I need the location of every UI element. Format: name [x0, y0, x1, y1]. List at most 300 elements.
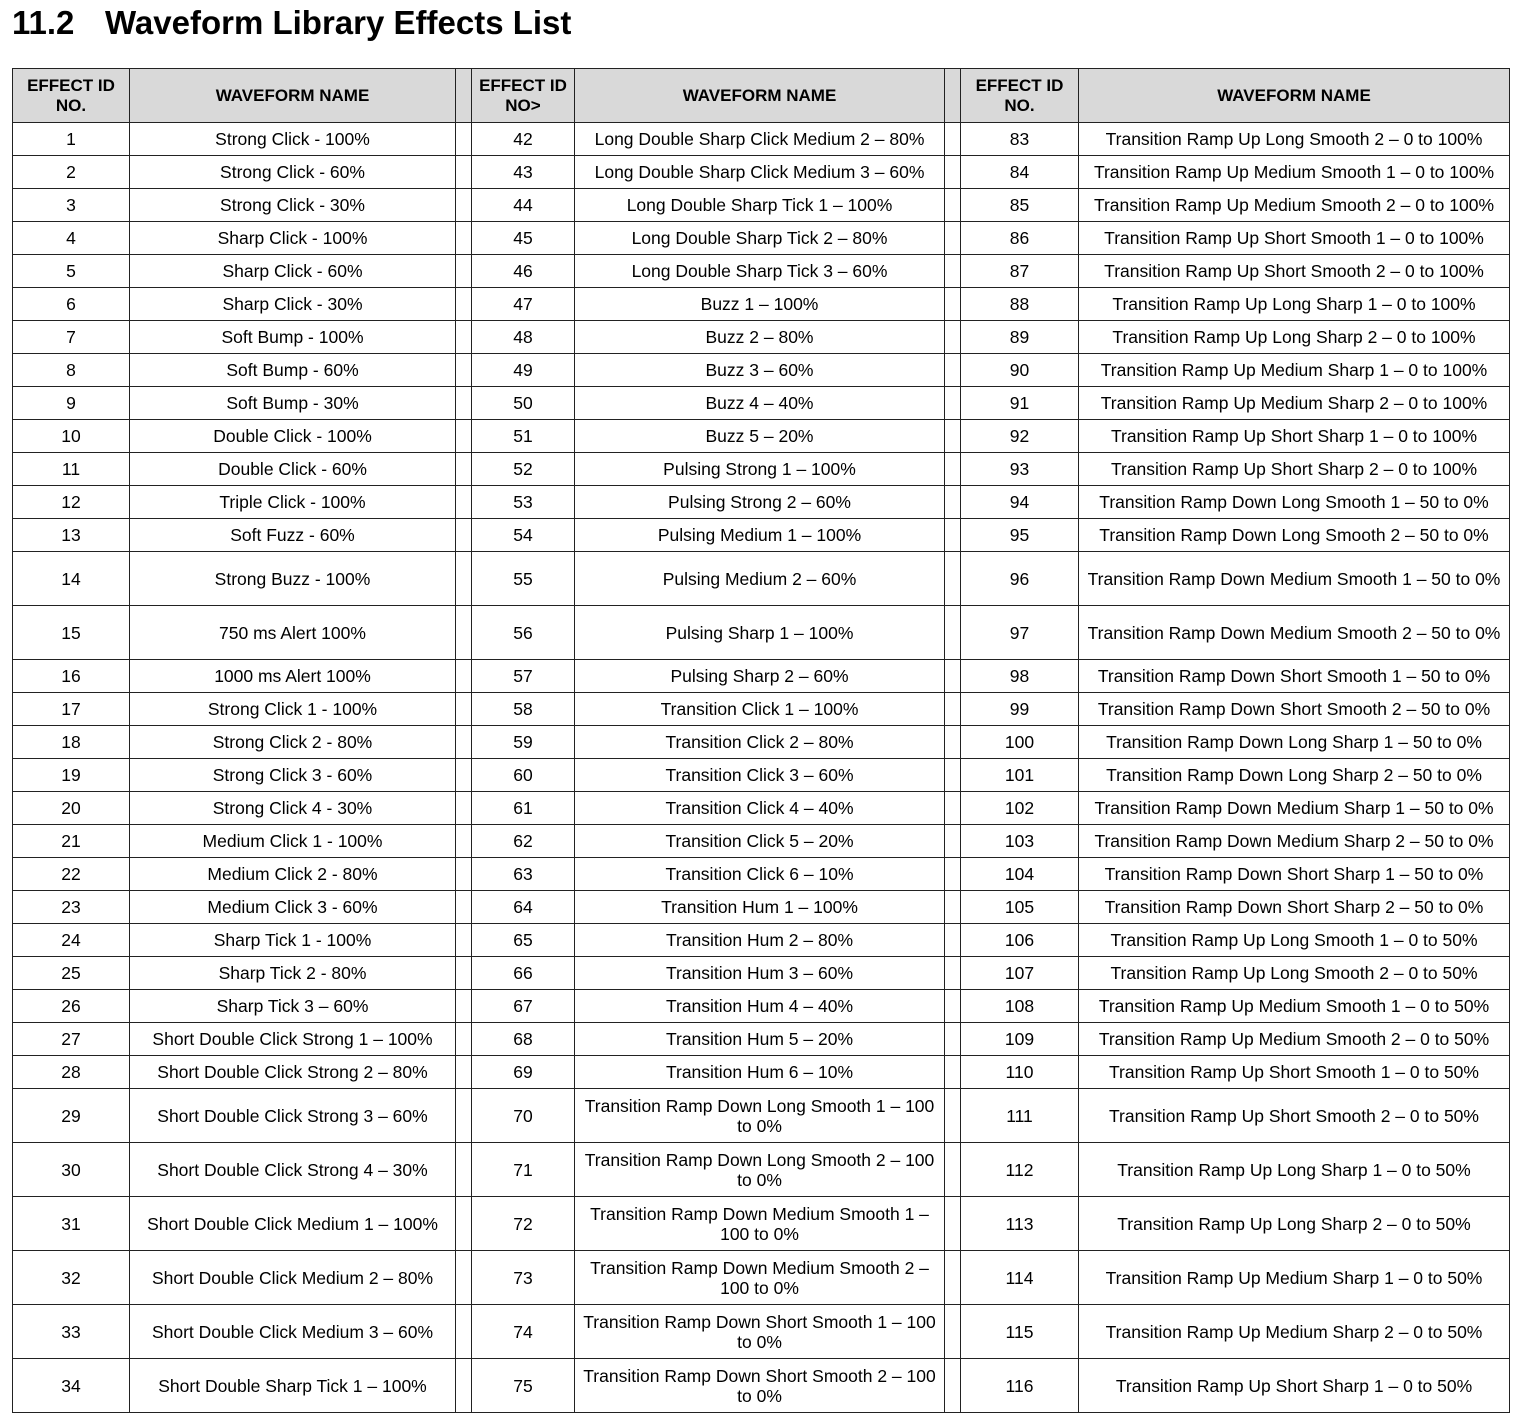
waveform-name-cell: Long Double Sharp Tick 3 – 60% [575, 255, 945, 288]
table-row [13, 420, 1510, 453]
table-row [13, 1023, 1510, 1056]
column-spacer [456, 222, 472, 255]
effect-id-cell: 112 [961, 1143, 1079, 1197]
effect-id-cell: 106 [961, 924, 1079, 957]
waveform-name-cell: Medium Click 2 - 80% [130, 858, 456, 891]
effect-id-cell: 111 [961, 1089, 1079, 1143]
waveform-name-cell: Transition Ramp Down Long Sharp 1 – 50 to 0% [1079, 726, 1510, 759]
effect-id-cell: 51 [472, 420, 575, 453]
effect-id-cell: 16 [13, 660, 130, 693]
waveform-effects-table [12, 68, 1510, 1413]
waveform-name-cell: Transition Ramp Up Medium Smooth 1 – 0 to 50% [1079, 990, 1510, 1023]
effect-id-cell: 8 [13, 354, 130, 387]
table-row [13, 858, 1510, 891]
waveform-name-cell: Transition Ramp Down Long Smooth 2 – 50 to 0% [1079, 519, 1510, 552]
waveform-name-cell: Short Double Click Strong 1 – 100% [130, 1023, 456, 1056]
table-row [13, 486, 1510, 519]
effect-id-cell: 62 [472, 825, 575, 858]
table-row [13, 660, 1510, 693]
waveform-name-cell: Triple Click - 100% [130, 486, 456, 519]
waveform-name-cell: Pulsing Sharp 1 – 100% [575, 606, 945, 660]
waveform-name-cell: Transition Ramp Up Short Smooth 1 – 0 to 50% [1079, 1056, 1510, 1089]
waveform-name-cell: Transition Ramp Up Long Sharp 2 – 0 to 50% [1079, 1197, 1510, 1251]
waveform-name-cell: Short Double Click Strong 3 – 60% [130, 1089, 456, 1143]
effect-id-cell: 73 [472, 1251, 575, 1305]
section-number: 11.2 [12, 4, 75, 41]
effect-id-cell: 48 [472, 321, 575, 354]
column-spacer [456, 486, 472, 519]
column-spacer [456, 552, 472, 606]
column-spacer [456, 891, 472, 924]
column-spacer [945, 321, 961, 354]
effect-id-cell: 25 [13, 957, 130, 990]
header-effect-id-3: EFFECT ID NO. [961, 69, 1079, 123]
column-spacer [945, 825, 961, 858]
section-heading [12, 2, 571, 44]
effect-id-cell: 113 [961, 1197, 1079, 1251]
effect-id-cell: 72 [472, 1197, 575, 1251]
waveform-name-cell: Transition Ramp Down Long Smooth 2 – 100 to 0% [575, 1143, 945, 1197]
effect-id-cell: 31 [13, 1197, 130, 1251]
waveform-name-cell: Strong Click - 100% [130, 123, 456, 156]
column-spacer [945, 387, 961, 420]
column-spacer [456, 1056, 472, 1089]
waveform-name-cell: Transition Ramp Up Medium Smooth 2 – 0 to 50% [1079, 1023, 1510, 1056]
column-spacer [945, 924, 961, 957]
column-spacer [945, 957, 961, 990]
column-spacer [945, 1197, 961, 1251]
waveform-name-cell: Buzz 3 – 60% [575, 354, 945, 387]
waveform-name-cell: Long Double Sharp Tick 1 – 100% [575, 189, 945, 222]
column-spacer [945, 1056, 961, 1089]
column-spacer [945, 1089, 961, 1143]
effect-id-cell: 7 [13, 321, 130, 354]
table-row [13, 255, 1510, 288]
waveform-name-cell: Pulsing Strong 2 – 60% [575, 486, 945, 519]
waveform-name-cell: Buzz 2 – 80% [575, 321, 945, 354]
waveform-name-cell: Transition Ramp Down Short Smooth 2 – 100 to 0% [575, 1359, 945, 1413]
column-spacer [945, 189, 961, 222]
waveform-name-cell: Transition Ramp Down Short Sharp 2 – 50 to 0% [1079, 891, 1510, 924]
column-spacer [945, 1023, 961, 1056]
table-row [13, 1056, 1510, 1089]
waveform-name-cell: Transition Ramp Up Short Smooth 2 – 0 to 100% [1079, 255, 1510, 288]
waveform-name-cell: Strong Click - 60% [130, 156, 456, 189]
column-spacer [456, 156, 472, 189]
waveform-name-cell: Transition Hum 1 – 100% [575, 891, 945, 924]
column-spacer [945, 858, 961, 891]
column-spacer [456, 255, 472, 288]
column-spacer [456, 420, 472, 453]
effect-id-cell: 89 [961, 321, 1079, 354]
table-body [13, 123, 1510, 1413]
effect-id-cell: 14 [13, 552, 130, 606]
waveform-name-cell: Sharp Tick 2 - 80% [130, 957, 456, 990]
column-spacer [945, 519, 961, 552]
effect-id-cell: 98 [961, 660, 1079, 693]
waveform-name-cell: Short Double Click Strong 4 – 30% [130, 1143, 456, 1197]
waveform-name-cell: Transition Hum 5 – 20% [575, 1023, 945, 1056]
waveform-name-cell: Transition Hum 2 – 80% [575, 924, 945, 957]
column-spacer [456, 759, 472, 792]
effect-id-cell: 97 [961, 606, 1079, 660]
column-spacer [456, 957, 472, 990]
effect-id-cell: 18 [13, 726, 130, 759]
effect-id-cell: 29 [13, 1089, 130, 1143]
table-header-row [13, 69, 1510, 123]
effect-id-cell: 105 [961, 891, 1079, 924]
waveform-name-cell: Transition Ramp Up Short Smooth 2 – 0 to 50% [1079, 1089, 1510, 1143]
effect-id-cell: 42 [472, 123, 575, 156]
table-row [13, 1359, 1510, 1413]
waveform-name-cell: Transition Ramp Down Medium Sharp 1 – 50 to 0% [1079, 792, 1510, 825]
effect-id-cell: 33 [13, 1305, 130, 1359]
column-spacer [456, 792, 472, 825]
header-waveform-name-1: WAVEFORM NAME [130, 69, 456, 123]
effect-id-cell: 95 [961, 519, 1079, 552]
effect-id-cell: 50 [472, 387, 575, 420]
waveform-name-cell: Transition Ramp Up Short Sharp 2 – 0 to 100% [1079, 453, 1510, 486]
effect-id-cell: 65 [472, 924, 575, 957]
effect-id-cell: 96 [961, 552, 1079, 606]
waveform-name-cell: Transition Ramp Up Medium Sharp 2 – 0 to 50% [1079, 1305, 1510, 1359]
table-row [13, 354, 1510, 387]
table-row [13, 726, 1510, 759]
waveform-name-cell: Transition Ramp Up Medium Sharp 1 – 0 to 50% [1079, 1251, 1510, 1305]
waveform-name-cell: Strong Click 3 - 60% [130, 759, 456, 792]
effect-id-cell: 47 [472, 288, 575, 321]
effect-id-cell: 90 [961, 354, 1079, 387]
effect-id-cell: 109 [961, 1023, 1079, 1056]
column-spacer [945, 222, 961, 255]
waveform-name-cell: Transition Ramp Down Long Smooth 1 – 100 to 0% [575, 1089, 945, 1143]
table-row [13, 825, 1510, 858]
effect-id-cell: 15 [13, 606, 130, 660]
effect-id-cell: 54 [472, 519, 575, 552]
column-spacer [456, 519, 472, 552]
waveform-name-cell: Transition Ramp Up Short Sharp 1 – 0 to 50% [1079, 1359, 1510, 1413]
column-spacer [456, 606, 472, 660]
column-spacer [456, 1305, 472, 1359]
column-spacer [945, 792, 961, 825]
table-row [13, 387, 1510, 420]
column-spacer [456, 288, 472, 321]
table-row [13, 693, 1510, 726]
column-spacer [945, 420, 961, 453]
effect-id-cell: 71 [472, 1143, 575, 1197]
effect-id-cell: 12 [13, 486, 130, 519]
effect-id-cell: 110 [961, 1056, 1079, 1089]
waveform-name-cell: Pulsing Medium 1 – 100% [575, 519, 945, 552]
waveform-name-cell: Long Double Sharp Tick 2 – 80% [575, 222, 945, 255]
waveform-name-cell: Transition Ramp Up Long Smooth 1 – 0 to 50% [1079, 924, 1510, 957]
table-row [13, 1089, 1510, 1143]
waveform-name-cell: Double Click - 60% [130, 453, 456, 486]
waveform-name-cell: Transition Click 3 – 60% [575, 759, 945, 792]
waveform-name-cell: Strong Buzz - 100% [130, 552, 456, 606]
effect-id-cell: 26 [13, 990, 130, 1023]
waveform-name-cell: 1000 ms Alert 100% [130, 660, 456, 693]
effect-id-cell: 104 [961, 858, 1079, 891]
waveform-name-cell: Transition Ramp Down Short Smooth 2 – 50 to 0% [1079, 693, 1510, 726]
waveform-name-cell: Transition Ramp Down Medium Sharp 2 – 50 to 0% [1079, 825, 1510, 858]
effect-id-cell: 74 [472, 1305, 575, 1359]
header-waveform-name-3: WAVEFORM NAME [1079, 69, 1510, 123]
column-spacer [456, 726, 472, 759]
waveform-name-cell: Sharp Click - 100% [130, 222, 456, 255]
effect-id-cell: 63 [472, 858, 575, 891]
waveform-name-cell: Transition Ramp Up Short Sharp 1 – 0 to 100% [1079, 420, 1510, 453]
effect-id-cell: 107 [961, 957, 1079, 990]
effect-id-cell: 1 [13, 123, 130, 156]
column-spacer [945, 1359, 961, 1413]
column-spacer [456, 1089, 472, 1143]
column-spacer [456, 189, 472, 222]
column-spacer [456, 825, 472, 858]
table-row [13, 759, 1510, 792]
waveform-name-cell: Strong Click 4 - 30% [130, 792, 456, 825]
waveform-name-cell: Sharp Click - 30% [130, 288, 456, 321]
waveform-name-cell: Transition Click 5 – 20% [575, 825, 945, 858]
waveform-name-cell: Soft Fuzz - 60% [130, 519, 456, 552]
waveform-name-cell: Medium Click 3 - 60% [130, 891, 456, 924]
effect-id-cell: 27 [13, 1023, 130, 1056]
effect-id-cell: 5 [13, 255, 130, 288]
waveform-name-cell: Transition Hum 4 – 40% [575, 990, 945, 1023]
effect-id-cell: 115 [961, 1305, 1079, 1359]
column-spacer [456, 69, 472, 123]
effect-id-cell: 61 [472, 792, 575, 825]
effect-id-cell: 6 [13, 288, 130, 321]
table-row [13, 957, 1510, 990]
effect-id-cell: 87 [961, 255, 1079, 288]
column-spacer [945, 660, 961, 693]
effect-id-cell: 85 [961, 189, 1079, 222]
column-spacer [945, 453, 961, 486]
effect-id-cell: 20 [13, 792, 130, 825]
effect-id-cell: 58 [472, 693, 575, 726]
effect-id-cell: 21 [13, 825, 130, 858]
table-row [13, 222, 1510, 255]
effect-id-cell: 46 [472, 255, 575, 288]
effect-id-cell: 3 [13, 189, 130, 222]
waveform-name-cell: Strong Click 2 - 80% [130, 726, 456, 759]
column-spacer [945, 156, 961, 189]
column-spacer [456, 1143, 472, 1197]
waveform-name-cell: Transition Ramp Down Medium Smooth 1 – 100 to 0% [575, 1197, 945, 1251]
waveform-name-cell: 750 ms Alert 100% [130, 606, 456, 660]
header-effect-id-1: EFFECT ID NO. [13, 69, 130, 123]
waveform-name-cell: Buzz 5 – 20% [575, 420, 945, 453]
waveform-name-cell: Transition Ramp Down Medium Smooth 2 – 100 to 0% [575, 1251, 945, 1305]
waveform-name-cell: Pulsing Sharp 2 – 60% [575, 660, 945, 693]
column-spacer [945, 69, 961, 123]
table-row [13, 792, 1510, 825]
effect-id-cell: 99 [961, 693, 1079, 726]
column-spacer [456, 1197, 472, 1251]
effect-id-cell: 24 [13, 924, 130, 957]
effect-id-cell: 22 [13, 858, 130, 891]
waveform-name-cell: Transition Ramp Down Medium Smooth 1 – 50 to 0% [1079, 552, 1510, 606]
column-spacer [456, 693, 472, 726]
effect-id-cell: 108 [961, 990, 1079, 1023]
table-row [13, 1305, 1510, 1359]
waveform-name-cell: Soft Bump - 30% [130, 387, 456, 420]
column-spacer [456, 924, 472, 957]
table-row [13, 1143, 1510, 1197]
table-row [13, 453, 1510, 486]
column-spacer [945, 606, 961, 660]
effect-id-cell: 52 [472, 453, 575, 486]
effect-id-cell: 11 [13, 453, 130, 486]
column-spacer [945, 1305, 961, 1359]
column-spacer [456, 387, 472, 420]
column-spacer [456, 354, 472, 387]
effect-id-cell: 91 [961, 387, 1079, 420]
effect-id-cell: 66 [472, 957, 575, 990]
table-row [13, 924, 1510, 957]
table-row [13, 990, 1510, 1023]
column-spacer [945, 693, 961, 726]
waveform-name-cell: Transition Ramp Up Long Smooth 2 – 0 to 50% [1079, 957, 1510, 990]
effect-id-cell: 59 [472, 726, 575, 759]
waveform-name-cell: Transition Ramp Up Long Sharp 1 – 0 to 100% [1079, 288, 1510, 321]
waveform-name-cell: Transition Ramp Down Long Smooth 1 – 50 to 0% [1079, 486, 1510, 519]
waveform-name-cell: Transition Hum 3 – 60% [575, 957, 945, 990]
waveform-name-cell: Short Double Click Medium 1 – 100% [130, 1197, 456, 1251]
column-spacer [456, 1023, 472, 1056]
waveform-name-cell: Pulsing Medium 2 – 60% [575, 552, 945, 606]
effect-id-cell: 30 [13, 1143, 130, 1197]
waveform-name-cell: Transition Ramp Down Short Sharp 1 – 50 to 0% [1079, 858, 1510, 891]
effect-id-cell: 56 [472, 606, 575, 660]
column-spacer [456, 990, 472, 1023]
effect-id-cell: 75 [472, 1359, 575, 1413]
effect-id-cell: 44 [472, 189, 575, 222]
effect-id-cell: 103 [961, 825, 1079, 858]
waveform-name-cell: Strong Click 1 - 100% [130, 693, 456, 726]
column-spacer [945, 891, 961, 924]
waveform-name-cell: Sharp Tick 1 - 100% [130, 924, 456, 957]
waveform-name-cell: Transition Ramp Up Short Smooth 1 – 0 to 100% [1079, 222, 1510, 255]
column-spacer [945, 726, 961, 759]
column-spacer [945, 486, 961, 519]
effect-id-cell: 94 [961, 486, 1079, 519]
effect-id-cell: 88 [961, 288, 1079, 321]
effect-id-cell: 101 [961, 759, 1079, 792]
column-spacer [945, 990, 961, 1023]
waveform-name-cell: Buzz 4 – 40% [575, 387, 945, 420]
waveform-name-cell: Pulsing Strong 1 – 100% [575, 453, 945, 486]
column-spacer [945, 1251, 961, 1305]
effect-id-cell: 13 [13, 519, 130, 552]
waveform-name-cell: Strong Click - 30% [130, 189, 456, 222]
waveform-name-cell: Soft Bump - 60% [130, 354, 456, 387]
waveform-name-cell: Transition Click 1 – 100% [575, 693, 945, 726]
waveform-name-cell: Short Double Click Medium 2 – 80% [130, 1251, 456, 1305]
waveform-name-cell: Transition Ramp Down Short Smooth 1 – 50 to 0% [1079, 660, 1510, 693]
table-row [13, 321, 1510, 354]
effect-id-cell: 86 [961, 222, 1079, 255]
waveform-name-cell: Transition Ramp Up Long Sharp 1 – 0 to 50% [1079, 1143, 1510, 1197]
effect-id-cell: 116 [961, 1359, 1079, 1413]
effect-id-cell: 68 [472, 1023, 575, 1056]
waveform-name-cell: Short Double Click Medium 3 – 60% [130, 1305, 456, 1359]
effect-id-cell: 69 [472, 1056, 575, 1089]
waveform-name-cell: Long Double Sharp Click Medium 3 – 60% [575, 156, 945, 189]
table-row [13, 156, 1510, 189]
effect-id-cell: 100 [961, 726, 1079, 759]
effect-id-cell: 70 [472, 1089, 575, 1143]
effect-id-cell: 34 [13, 1359, 130, 1413]
waveform-name-cell: Sharp Tick 3 – 60% [130, 990, 456, 1023]
effect-id-cell: 19 [13, 759, 130, 792]
column-spacer [456, 660, 472, 693]
waveform-name-cell: Long Double Sharp Click Medium 2 – 80% [575, 123, 945, 156]
effect-id-cell: 43 [472, 156, 575, 189]
waveform-name-cell: Transition Ramp Down Short Smooth 1 – 100 to 0% [575, 1305, 945, 1359]
column-spacer [945, 1143, 961, 1197]
waveform-name-cell: Double Click - 100% [130, 420, 456, 453]
table-row [13, 606, 1510, 660]
waveform-name-cell: Transition Ramp Up Long Smooth 2 – 0 to 100% [1079, 123, 1510, 156]
effect-id-cell: 57 [472, 660, 575, 693]
table-row [13, 1197, 1510, 1251]
effect-id-cell: 92 [961, 420, 1079, 453]
waveform-name-cell: Sharp Click - 60% [130, 255, 456, 288]
effect-id-cell: 93 [961, 453, 1079, 486]
column-spacer [456, 1359, 472, 1413]
waveform-name-cell: Transition Ramp Up Medium Smooth 2 – 0 to 100% [1079, 189, 1510, 222]
table-row [13, 189, 1510, 222]
effect-id-cell: 64 [472, 891, 575, 924]
effect-id-cell: 53 [472, 486, 575, 519]
waveform-name-cell: Transition Ramp Down Medium Smooth 2 – 50 to 0% [1079, 606, 1510, 660]
column-spacer [456, 858, 472, 891]
effect-id-cell: 55 [472, 552, 575, 606]
header-waveform-name-2: WAVEFORM NAME [575, 69, 945, 123]
waveform-name-cell: Short Double Sharp Tick 1 – 100% [130, 1359, 456, 1413]
column-spacer [456, 1251, 472, 1305]
column-spacer [945, 255, 961, 288]
effect-id-cell: 32 [13, 1251, 130, 1305]
column-spacer [945, 759, 961, 792]
table-row [13, 288, 1510, 321]
column-spacer [945, 123, 961, 156]
waveform-name-cell: Transition Click 4 – 40% [575, 792, 945, 825]
table-row [13, 519, 1510, 552]
column-spacer [945, 288, 961, 321]
effect-id-cell: 60 [472, 759, 575, 792]
waveform-name-cell: Transition Ramp Up Long Sharp 2 – 0 to 100% [1079, 321, 1510, 354]
effect-id-cell: 4 [13, 222, 130, 255]
effect-id-cell: 114 [961, 1251, 1079, 1305]
waveform-name-cell: Short Double Click Strong 2 – 80% [130, 1056, 456, 1089]
waveform-name-cell: Transition Ramp Down Long Sharp 2 – 50 to 0% [1079, 759, 1510, 792]
waveform-name-cell: Transition Click 6 – 10% [575, 858, 945, 891]
column-spacer [456, 321, 472, 354]
effect-id-cell: 49 [472, 354, 575, 387]
column-spacer [456, 453, 472, 486]
waveform-name-cell: Soft Bump - 100% [130, 321, 456, 354]
waveform-name-cell: Buzz 1 – 100% [575, 288, 945, 321]
waveform-name-cell: Transition Hum 6 – 10% [575, 1056, 945, 1089]
effect-id-cell: 67 [472, 990, 575, 1023]
column-spacer [945, 354, 961, 387]
effect-id-cell: 9 [13, 387, 130, 420]
table-row [13, 123, 1510, 156]
table-row [13, 891, 1510, 924]
